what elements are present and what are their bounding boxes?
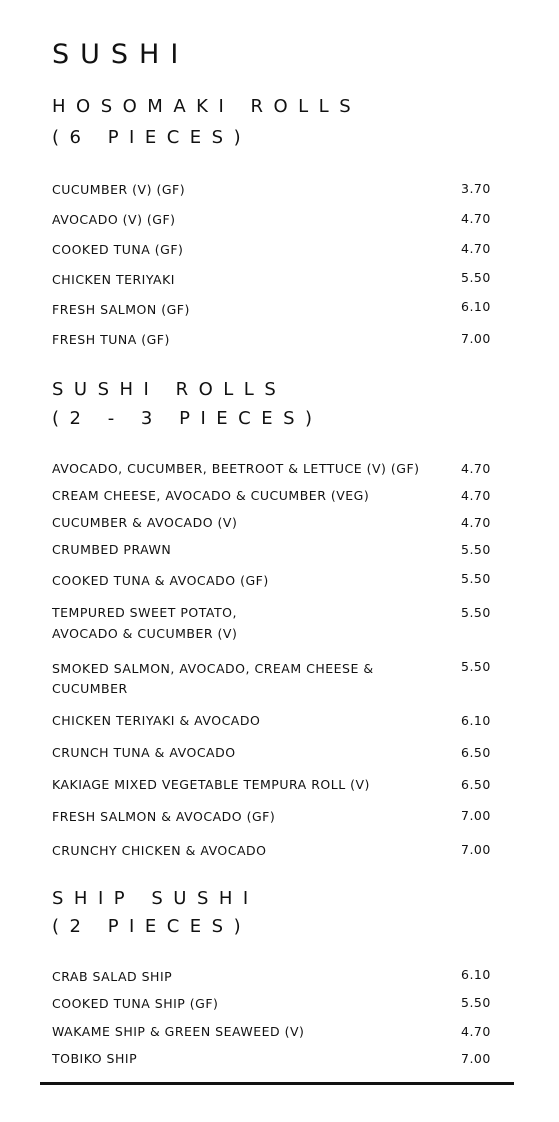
- section-heading-ship-sushi: SHIP SUSHI: [52, 888, 259, 909]
- menu-item-name-continued: AVOCADO & CUCUMBER (V): [52, 626, 238, 641]
- menu-item-price: 4.70: [461, 515, 491, 530]
- menu-item-price: 6.50: [461, 777, 491, 792]
- bottom-divider: [40, 1082, 514, 1085]
- menu-item-name: FRESH SALMON & AVOCADO (GF): [52, 809, 276, 824]
- menu-item-name: AVOCADO (V) (GF): [52, 212, 176, 227]
- menu-item-name: KAKIAGE MIXED VEGETABLE TEMPURA ROLL (V): [52, 777, 370, 792]
- menu-item-price: 5.50: [461, 542, 491, 557]
- section-subheading-ship-sushi: (2 PIECES): [52, 916, 252, 937]
- menu-item-name: AVOCADO, CUCUMBER, BEETROOT & LETTUCE (V) (GF): [52, 461, 420, 476]
- menu-item-price: 7.00: [461, 842, 491, 857]
- section-subheading-hosomaki: (6 PIECES): [52, 127, 252, 148]
- menu-item-name: CUCUMBER & AVOCADO (V): [52, 515, 238, 530]
- menu-item-name-continued: CUCUMBER: [52, 681, 128, 696]
- menu-item-price: 4.70: [461, 211, 491, 226]
- menu-item-name: CHICKEN TERIYAKI: [52, 272, 175, 287]
- menu-item-price: 3.70: [461, 181, 491, 196]
- menu-item-name: COOKED TUNA & AVOCADO (GF): [52, 573, 269, 588]
- menu-item-price: 6.10: [461, 713, 491, 728]
- menu-item-price: 6.10: [461, 299, 491, 314]
- menu-item-price: 4.70: [461, 461, 491, 476]
- menu-item-name: TOBIKO SHIP: [52, 1051, 138, 1066]
- menu-item-price: 7.00: [461, 1051, 491, 1066]
- menu-item-price: 5.50: [461, 571, 491, 586]
- menu-item-price: 7.00: [461, 331, 491, 346]
- page-title: SUSHI: [52, 39, 190, 70]
- menu-item-name: CRAB SALAD SHIP: [52, 969, 173, 984]
- menu-item-price: 4.70: [461, 241, 491, 256]
- menu-item-price: 6.10: [461, 967, 491, 982]
- menu-item-price: 5.50: [461, 659, 491, 674]
- section-heading-sushi-rolls: SUSHI ROLLS: [52, 379, 287, 400]
- menu-item-name: CHICKEN TERIYAKI & AVOCADO: [52, 713, 261, 728]
- menu-item-price: 4.70: [461, 1024, 491, 1039]
- section-subheading-sushi-rolls: (2 - 3 PIECES): [52, 408, 323, 429]
- menu-item-price: 4.70: [461, 488, 491, 503]
- menu-item-price: 6.50: [461, 745, 491, 760]
- menu-item-name: CRUNCH TUNA & AVOCADO: [52, 745, 236, 760]
- menu-item-name: WAKAME SHIP & GREEN SEAWEED (V): [52, 1024, 305, 1039]
- menu-item-name: FRESH TUNA (GF): [52, 332, 170, 347]
- menu-item-name: SMOKED SALMON, AVOCADO, CREAM CHEESE &: [52, 661, 374, 676]
- menu-item-name: FRESH SALMON (GF): [52, 302, 190, 317]
- menu-item-name: CREAM CHEESE, AVOCADO & CUCUMBER (VEG): [52, 488, 370, 503]
- menu-item-name: CRUMBED PRAWN: [52, 542, 172, 557]
- menu-item-price: 5.50: [461, 605, 491, 620]
- section-heading-hosomaki: HOSOMAKI ROLLS: [52, 96, 362, 117]
- menu-item-price: 7.00: [461, 808, 491, 823]
- menu-item-name: COOKED TUNA (GF): [52, 242, 184, 257]
- menu-item-name: TEMPURED SWEET POTATO,: [52, 605, 237, 620]
- menu-item-name: COOKED TUNA SHIP (GF): [52, 996, 219, 1011]
- menu-item-price: 5.50: [461, 270, 491, 285]
- menu-item-name: CRUNCHY CHICKEN & AVOCADO: [52, 843, 267, 858]
- menu-item-name: CUCUMBER (V) (GF): [52, 182, 186, 197]
- menu-item-price: 5.50: [461, 995, 491, 1010]
